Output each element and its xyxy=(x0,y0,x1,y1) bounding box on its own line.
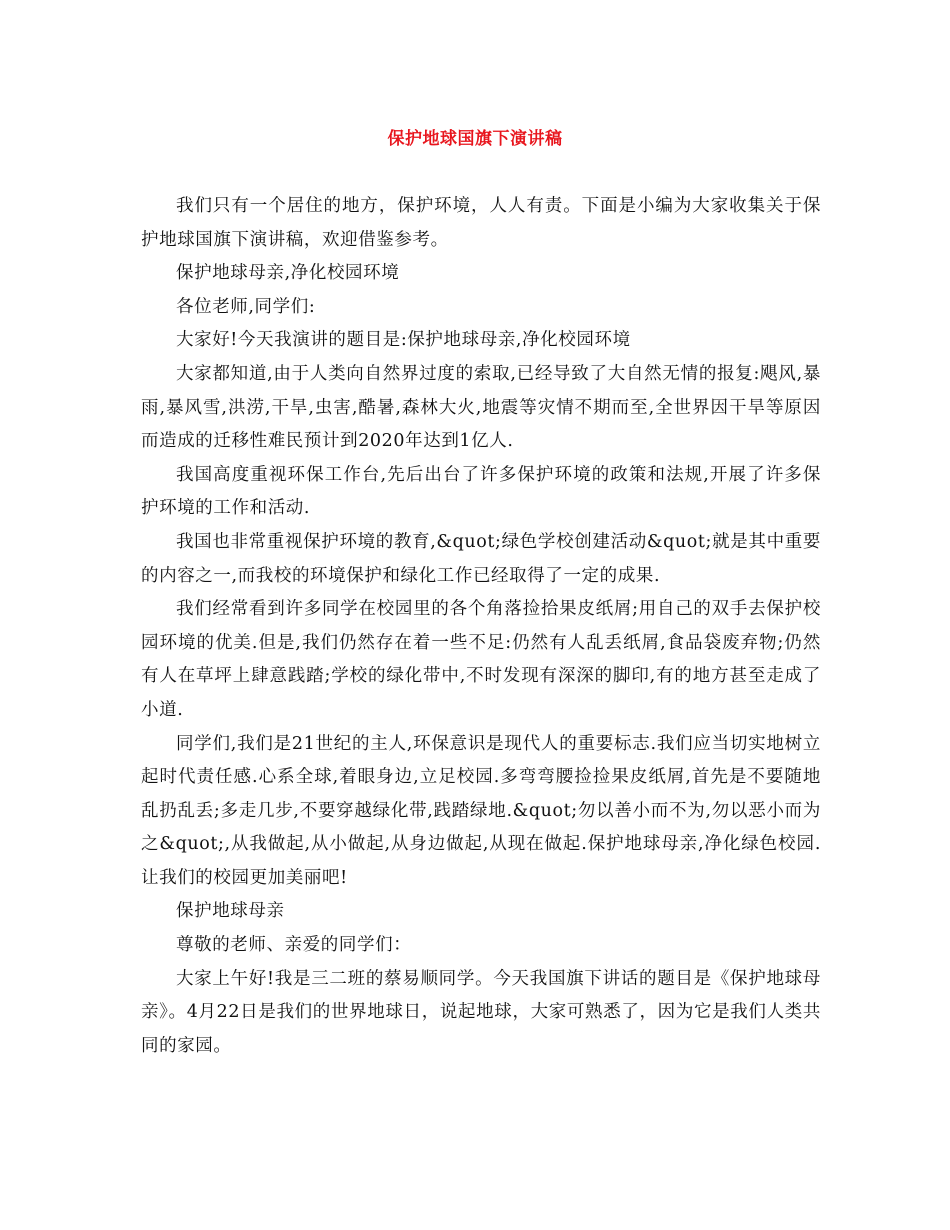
paragraph-body: 同学们,我们是21世纪的主人,环保意识是现代人的重要标志.我们应当切实地树立起时代责任感.心系全球,着眼身边,立足校园.多弯弯腰捡捡果皮纸屑,首先是不要随地乱扔乱丢;多走几步,不要穿越绿化带,践踏绿地.&quot;勿以善小而不为,勿以恶小而为之&quot;,从我做起,从小做起,从身边做起,从现在做起.保护地球母亲,净化绿色校园. 让我们的校园更加美丽吧! xyxy=(141,733,821,888)
paragraph-body: 大家都知道,由于人类向自然界过度的索取,已经导致了大自然无情的报复:飓风,暴雨,暴风雪,洪涝,干旱,虫害,酷暑,森林大火,地震等灾情不期而至,全世界因干旱等原因而造成的迁移性难民预计到2020年达到1亿人. xyxy=(141,363,821,452)
paragraph-body: 大家上午好!我是三二班的蔡易顺同学。今天我国旗下讲话的题目是《保护地球母亲》。4月22日是我们的世界地球日，说起地球，大家可熟悉了，因为它是我们人类共同的家园。 xyxy=(141,968,821,1056)
paragraph-salutation-2: 尊敬的老师、亲爱的同学们： xyxy=(176,935,412,956)
paragraph-subtitle-1: 保护地球母亲,净化校园环境 xyxy=(176,263,400,284)
document-body xyxy=(141,190,821,1063)
paragraph-body: 我们经常看到许多同学在校园里的各个角落捡拾果皮纸屑;用自己的双手去保护校园环境的优美.但是,我们仍然存在着一些不足:仍然有人乱丢纸屑,食品袋废弃物;仍然有人在草坪上肆意践踏;学校的绿化带中,不时发现有深深的脚印,有的地方甚至走成了小道. xyxy=(141,599,821,720)
document-title: 保护地球国旗下演讲稿 xyxy=(387,129,563,149)
paragraph-body: 我国也非常重视保护环境的教育,&quot;绿色学校创建活动&quot;就是其中重要的内容之一,而我校的环境保护和绿化工作已经取得了一定的成果. xyxy=(141,531,821,586)
paragraph-subtitle-2: 保护地球母亲 xyxy=(176,901,285,922)
paragraph-salutation-1: 各位老师,同学们: xyxy=(176,296,316,317)
paragraph-body: 我国高度重视环保工作台,先后出台了许多保护环境的政策和法规,开展了许多保护环境的工作和活动. xyxy=(141,464,821,519)
paragraph-intro: 我们只有一个居住的地方，保护环境，人人有责。下面是小编为大家收集关于保护地球国旗下演讲稿，欢迎借鉴参考。 xyxy=(141,196,821,250)
paragraph-greeting-1: 大家好!今天我演讲的题目是:保护地球母亲,净化校园环境 xyxy=(176,330,631,351)
